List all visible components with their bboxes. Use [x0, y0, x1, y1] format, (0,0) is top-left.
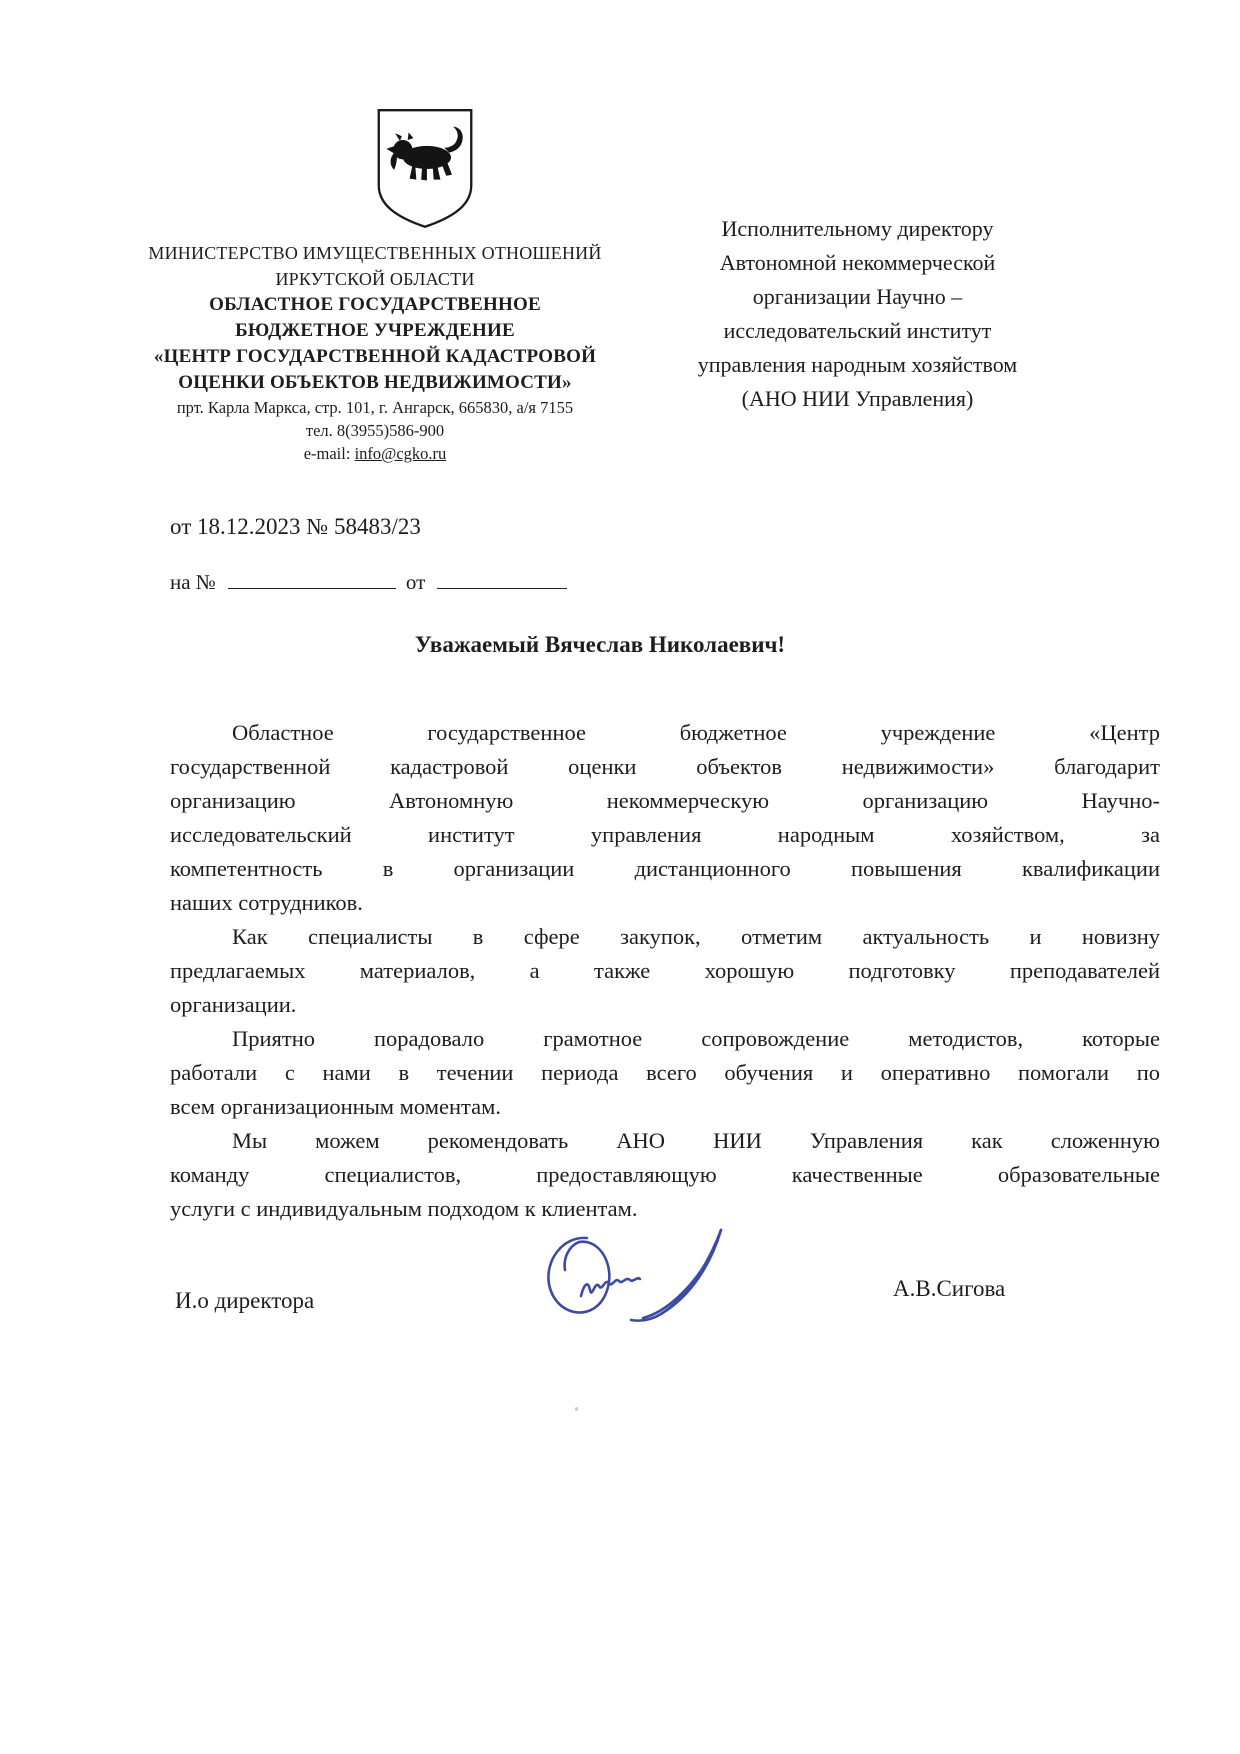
ministry-name-line: МИНИСТЕРСТВО ИМУЩЕСТВЕННЫХ ОТНОШЕНИЙ: [148, 243, 602, 263]
body-line: всем организационным моментам.: [170, 1094, 501, 1119]
ministry-name-line: ИРКУТСКОЙ ОБЛАСТИ: [275, 269, 475, 289]
irkutsk-coat-of-arms-icon: [372, 104, 478, 232]
incoming-number-label: на №: [170, 570, 216, 594]
handwritten-signature: [525, 1222, 755, 1337]
incoming-number-blank: [228, 570, 396, 589]
body-line: работали с нами в течении периода всего обучения и оперативно помогали по: [170, 1060, 1160, 1085]
paragraph: [170, 716, 1160, 920]
incoming-date-label: от: [405, 570, 426, 594]
email-link[interactable]: info@cgko.ru: [354, 444, 447, 463]
scan-artifact: [575, 1407, 578, 1411]
salutation: Уважаемый Вячеслав Николаевич!: [414, 632, 786, 657]
body-line: наших сотрудников.: [170, 890, 363, 915]
organization-name-line: «ЦЕНТР ГОСУДАРСТВЕННОЙ КАДАСТРОВОЙ: [153, 346, 597, 367]
addressee-line: организации Научно –: [752, 284, 963, 309]
paragraph: [170, 1124, 1160, 1226]
body-line: Мы можем рекомендовать АНО НИИ Управления как сложенную: [232, 1128, 1160, 1153]
body-line: Областное государственное бюджетное учреждение «Центр: [232, 720, 1160, 745]
body-line: организацию Автономную некоммерческую организацию Научно-: [170, 788, 1160, 813]
organization-name-line: ОЦЕНКИ ОБЪЕКТОВ НЕДВИЖИМОСТИ»: [178, 372, 572, 393]
paragraph: [170, 1022, 1160, 1124]
incoming-date-blank: [437, 570, 567, 589]
body-line: организации.: [170, 992, 297, 1017]
sender-letterhead: [130, 240, 620, 465]
outgoing-reference: от 18.12.2023 № 58483/23: [170, 514, 421, 539]
body-line: Приятно порадовало грамотное сопровождение методистов, которые: [232, 1026, 1160, 1051]
addressee-line: Исполнительному директору: [721, 216, 994, 241]
body-line: государственной кадастровой оценки объектов недвижимости» благодарит: [170, 754, 1160, 779]
letter-body: [170, 716, 1160, 1226]
signer-position: И.о директора: [175, 1288, 315, 1313]
email-line: [130, 442, 620, 465]
body-line: команду специалистов, предоставляющую качественные образовательные: [170, 1162, 1160, 1187]
body-line: исследовательский институт управления народным хозяйством, за: [170, 822, 1160, 847]
addressee-line: управления народным хозяйством: [697, 352, 1018, 377]
phone-number: тел. 8(3955)586-900: [305, 421, 445, 440]
body-line: предлагаемых материалов, а также хорошую подготовку преподавателей: [170, 958, 1160, 983]
addressee-block: [645, 212, 1070, 416]
body-line: компетентность в организации дистанционного повышения квалификации: [170, 856, 1160, 881]
organization-name-line: БЮДЖЕТНОЕ УЧРЕЖДЕНИЕ: [235, 320, 515, 341]
addressee-line: Автономной некоммерческой: [719, 250, 996, 275]
incoming-reference: [170, 570, 567, 595]
organization-name-line: ОБЛАСТНОЕ ГОСУДАРСТВЕННОЕ: [209, 294, 541, 315]
addressee-line: исследовательский институт: [723, 318, 992, 343]
body-line: Как специалисты в сфере закупок, отметим актуальность и новизну: [232, 924, 1160, 949]
email-label: e-mail:: [303, 444, 351, 463]
paragraph: [170, 920, 1160, 1022]
body-line: услуги с индивидуальным подходом к клиентам.: [170, 1196, 638, 1221]
signer-name: А.В.Сигова: [893, 1276, 1006, 1301]
addressee-line: (АНО НИИ Управления): [741, 386, 974, 411]
postal-address: прт. Карла Маркса, стр. 101, г. Ангарск, 665830, а/я 7155: [176, 398, 574, 417]
